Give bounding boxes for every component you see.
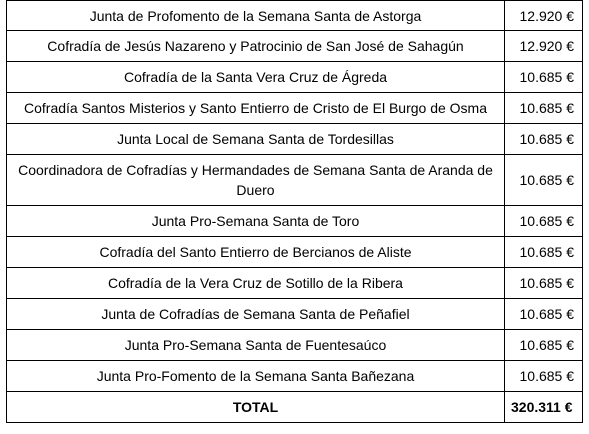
organization-name: Junta de Profomento de la Semana Santa de Astorga xyxy=(7,1,505,31)
grant-amount: 10.685 € xyxy=(505,206,583,237)
grant-amount: 10.685 € xyxy=(505,299,583,330)
grant-amount: 10.685 € xyxy=(505,93,583,124)
total-row xyxy=(7,392,583,423)
table-row xyxy=(7,268,583,299)
grant-amount: 10.685 € xyxy=(505,268,583,299)
grant-amount: 10.685 € xyxy=(505,361,583,392)
table-row xyxy=(7,93,583,124)
grant-amount: 10.685 € xyxy=(505,124,583,155)
table-row xyxy=(7,299,583,330)
organization-name: Cofradía de la Santa Vera Cruz de Ágreda xyxy=(7,62,505,93)
table-row xyxy=(7,155,583,206)
organization-name: Coordinadora de Cofradías y Hermandades de Semana Santa de Aranda de Duero xyxy=(7,155,505,206)
table-row xyxy=(7,1,583,31)
grant-amount: 12.920 € xyxy=(505,31,583,62)
table-row xyxy=(7,237,583,268)
organization-name: Junta Pro-Semana Santa de Toro xyxy=(7,206,505,237)
table-row xyxy=(7,330,583,361)
total-label: TOTAL xyxy=(7,392,505,423)
table-row xyxy=(7,206,583,237)
total-amount: 320.311 € xyxy=(505,392,583,423)
table-row xyxy=(7,361,583,392)
grant-amount: 12.920 € xyxy=(505,1,583,31)
table-row xyxy=(7,62,583,93)
grant-amount: 10.685 € xyxy=(505,237,583,268)
grants-table xyxy=(6,0,583,423)
grant-amount: 10.685 € xyxy=(505,62,583,93)
grant-amount: 10.685 € xyxy=(505,155,583,206)
table-row xyxy=(7,31,583,62)
organization-name: Cofradía Santos Misterios y Santo Entierro de Cristo de El Burgo de Osma xyxy=(7,93,505,124)
table-row xyxy=(7,124,583,155)
organization-name: Junta Pro-Semana Santa de Fuentesaúco xyxy=(7,330,505,361)
organization-name: Cofradía de Jesús Nazareno y Patrocinio de San José de Sahagún xyxy=(7,31,505,62)
grant-amount: 10.685 € xyxy=(505,330,583,361)
organization-name: Cofradía de la Vera Cruz de Sotillo de la Ribera xyxy=(7,268,505,299)
organization-name: Cofradía del Santo Entierro de Bercianos de Aliste xyxy=(7,237,505,268)
organization-name: Junta de Cofradías de Semana Santa de Peñafiel xyxy=(7,299,505,330)
organization-name: Junta Pro-Fomento de la Semana Santa Bañezana xyxy=(7,361,505,392)
organization-name: Junta Local de Semana Santa de Tordesillas xyxy=(7,124,505,155)
